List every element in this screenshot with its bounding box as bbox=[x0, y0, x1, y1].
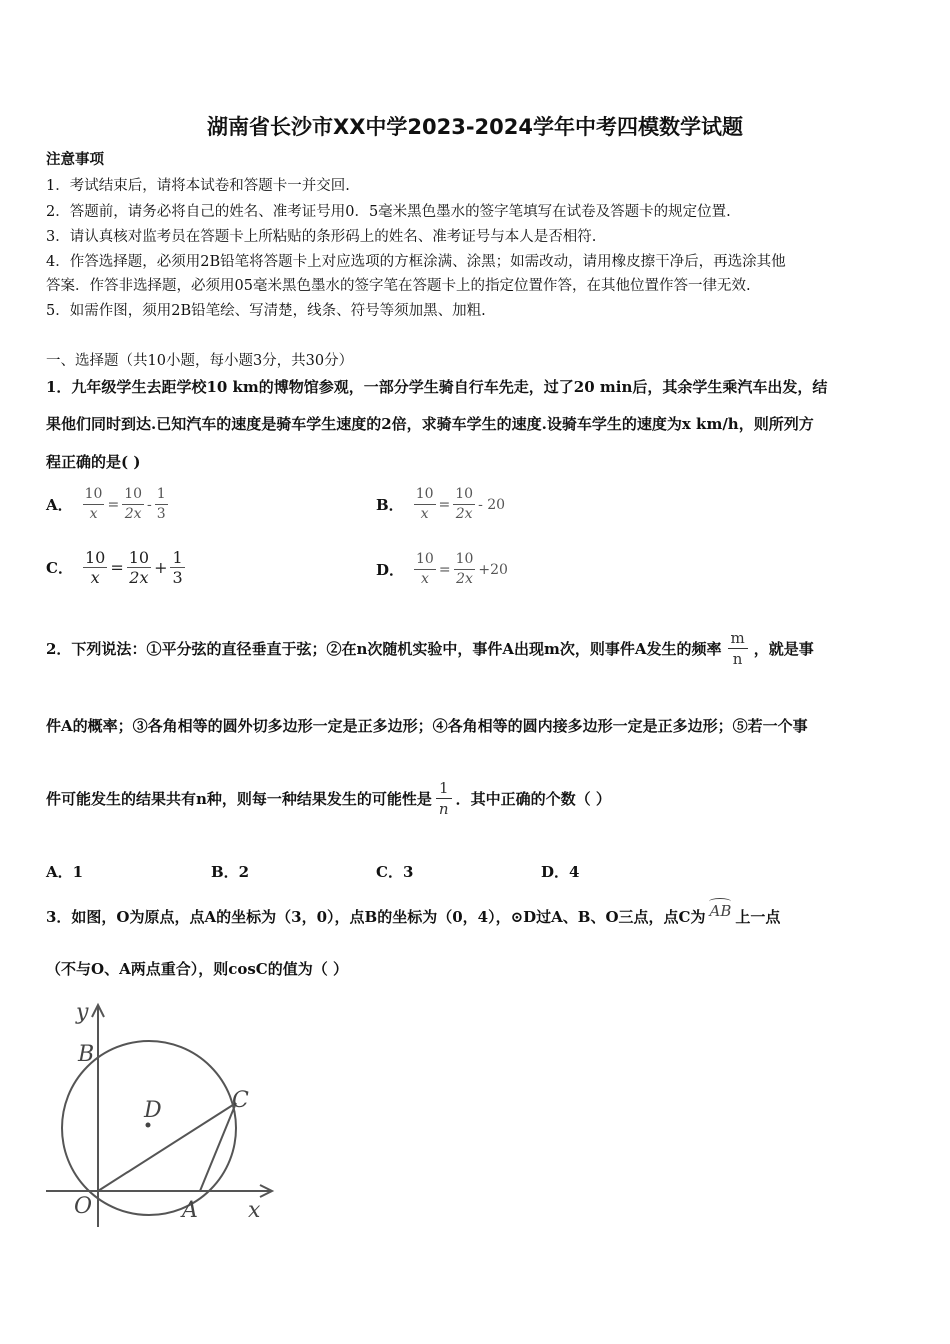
fraction: $\frac{10}{x}$ bbox=[84, 486, 103, 522]
q1-line-2: 果他们同时到达.已知汽车的速度是骑车学生速度的2倍，求骑车学生的速度.设骑车学生的速度为x km/h，则所列方 bbox=[46, 415, 814, 433]
q2-line-1: 2．下列说法：①平分弦的直径垂直于弦；②在n次随机实验中，事件A出现m次，则事件A发生的频率 $\frac{m}{n}$ ，就是事 bbox=[46, 629, 814, 668]
label-b: B bbox=[78, 1042, 95, 1067]
q1-option-d[interactable]: D． $\frac{10}{x}$ = $\frac{10}{2x}$ +20 bbox=[376, 551, 508, 587]
option-label: A． bbox=[46, 496, 73, 514]
fraction: $\frac{10}{x}$ bbox=[415, 486, 434, 522]
q3-line-2: （不与O、A两点重合），则cosC的值为（ ） bbox=[46, 960, 348, 978]
center-point-d bbox=[146, 1123, 151, 1128]
q2-option-a[interactable]: A．1 bbox=[46, 863, 84, 881]
label-d: D bbox=[144, 1098, 162, 1123]
fraction: $\frac{1}{3}$ bbox=[172, 548, 183, 587]
q2-line-3: 件可能发生的结果共有n种，则每一种结果发生的可能性是 $\frac{1}{n}$ ．其中正确的个数（ ） bbox=[46, 779, 611, 818]
option-label: C． bbox=[46, 559, 73, 577]
q1-line-1: 1．九年级学生去距学校10 km的博物馆参观，一部分学生骑自行车先走，过了20 min后，其余学生乘汽车出发，结 bbox=[46, 378, 828, 396]
arc-mark bbox=[709, 898, 731, 905]
section-heading: 一、选择题（共10小题，每小题3分，共30分） bbox=[46, 353, 354, 369]
notice-item: 5．如需作图，须用2B铅笔绘、写清楚，线条、符号等须加黑、加粗. bbox=[46, 303, 486, 319]
notice-item: 4．作答选择题，必须用2B铅笔将答题卡上对应选项的方框涂满、涂黑；如需改动，请用橡皮擦干净后，再选涂其他 bbox=[46, 254, 786, 270]
segment-oc bbox=[98, 1103, 236, 1191]
fraction: $\frac{10}{2x}$ bbox=[128, 548, 150, 587]
q3-line-1: 3．如图，O为原点，点A的坐标为（3，0），点B的坐标为（0，4），⊙D过A、B、O三点，点C为 AB 上一点 bbox=[46, 906, 780, 927]
fraction: $\frac{10}{2x}$ bbox=[455, 551, 474, 587]
label-a: A bbox=[182, 1198, 198, 1223]
q1-line-3: 程正确的是( ) bbox=[46, 453, 141, 471]
fraction: $\frac{10}{x}$ bbox=[416, 551, 434, 587]
frequency-fraction: $\frac{m}{n}$ bbox=[728, 628, 748, 669]
q2-option-d[interactable]: D．4 bbox=[541, 863, 580, 881]
fraction: $\frac{10}{2x}$ bbox=[455, 486, 474, 522]
q2-option-c[interactable]: C．3 bbox=[376, 863, 414, 881]
geometry-figure bbox=[40, 995, 290, 1235]
probability-fraction: $\frac{1}{n}$ bbox=[436, 778, 452, 819]
label-o: O bbox=[74, 1194, 93, 1219]
notice-item: 1．考试结束后，请将本试卷和答题卡一并交回. bbox=[46, 178, 350, 194]
notice-item: 2．答题前，请务必将自己的姓名、准考证号用0．5毫米黑色墨水的签字笔填写在试卷及答题卡的规定位置. bbox=[46, 204, 731, 220]
fraction: $\frac{10}{2x}$ bbox=[124, 486, 143, 522]
q1-option-b[interactable]: B． $\frac{10}{x}$ = $\frac{10}{2x}$ - 20 bbox=[376, 486, 506, 522]
q2-line-2: 件A的概率；③各角相等的圆外切多边形一定是正多边形；④各角相等的圆内接多边形一定是正多边形；⑤若一个事 bbox=[46, 717, 808, 735]
notice-heading: 注意事项 bbox=[46, 151, 104, 168]
option-label: D． bbox=[376, 561, 405, 579]
q1-option-a[interactable]: A． $\frac{10}{x}$ = $\frac{10}{2x}$ - $\frac{1}{3}$ bbox=[46, 486, 166, 522]
circle-d bbox=[62, 1041, 236, 1215]
fraction: $\frac{10}{x}$ bbox=[84, 548, 106, 587]
notice-item: 3．请认真核对监考员在答题卡上所粘贴的条形码上的姓名、准考证号与本人是否相符. bbox=[46, 229, 597, 245]
q1-option-c[interactable]: C． $\frac{10}{x}$ = $\frac{10}{2x}$ + $\frac{1}{3}$ bbox=[46, 548, 183, 587]
arc-ab: AB bbox=[709, 902, 731, 920]
page-title: 湖南省长沙市XX中学2023-2024学年中考四模数学试题 bbox=[207, 115, 743, 139]
label-x: x bbox=[248, 1198, 261, 1223]
notice-item: 答案．作答非选择题，必须用05毫米黑色墨水的签字笔在答题卡上的指定位置作答，在其他位置作答一律无效. bbox=[46, 278, 751, 294]
label-y: y bbox=[76, 1000, 89, 1025]
label-c: C bbox=[232, 1088, 249, 1113]
q2-option-b[interactable]: B．2 bbox=[211, 863, 250, 881]
segment-ac bbox=[200, 1103, 236, 1191]
fraction: $\frac{1}{3}$ bbox=[156, 486, 166, 522]
option-label: B． bbox=[376, 496, 404, 514]
